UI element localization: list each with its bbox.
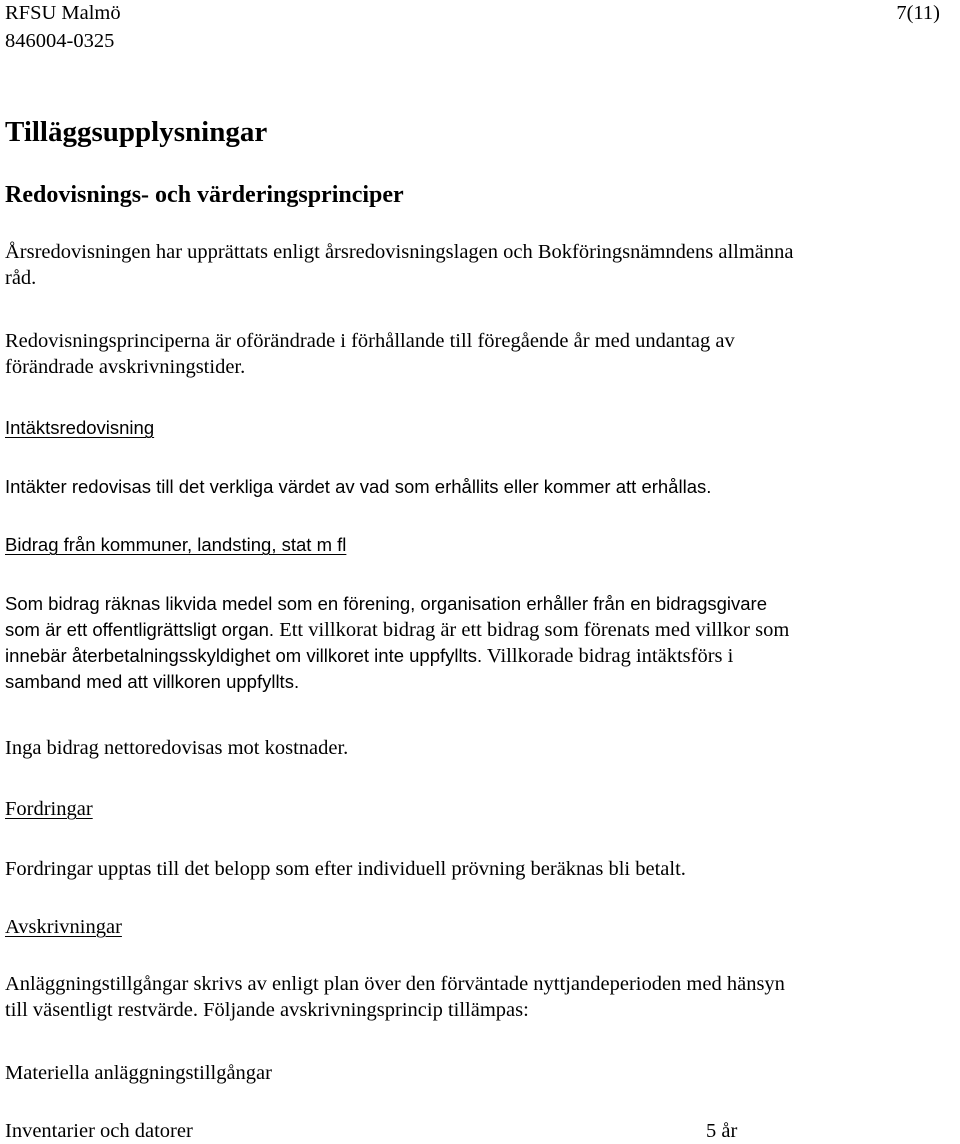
bidrag-paragraph: [5, 591, 950, 695]
bidrag-line2-serif: Ett villkorat bidrag är ett bidrag som förenats med villkor som: [274, 619, 790, 641]
fordringar-heading: Fordringar: [5, 798, 93, 820]
depreciation-row-value: 5 år: [706, 1120, 738, 1142]
section-subtitle: Redovisnings- och värderingsprinciper: [5, 182, 404, 208]
page-number: 7(11): [896, 2, 940, 24]
bidrag-line4: samband med att villkoren uppfyllts.: [5, 671, 300, 692]
avskrivningar-line1: Anläggningstillgångar skrivs av enligt plan över den förväntade nyttjandeperioden med hänsyn: [5, 973, 785, 995]
bidrag-line1: Som bidrag räknas likvida medel som en förening, organisation erhåller från en bidragsgivare: [5, 593, 767, 614]
bidrag-line3-serif: Villkorade bidrag intäktsförs i: [482, 645, 734, 667]
materiella-heading: Materiella anläggningstillgångar: [5, 1062, 272, 1084]
org-number: 846004-0325: [5, 30, 115, 52]
bidrag-note: Inga bidrag nettoredovisas mot kostnader.: [5, 737, 349, 759]
intaktsredovisning-text: Intäkter redovisas till det verkliga värdet av vad som erhållits eller kommer att erhållas.: [5, 476, 712, 497]
intaktsredovisning-heading: Intäktsredovisning: [5, 417, 155, 438]
depreciation-row-label: Inventarier och datorer: [5, 1120, 193, 1142]
intro-p1-line1: Årsredovisningen har upprättats enligt årsredovisningslagen och Bokföringsnämndens allmänna: [5, 241, 794, 263]
intro-paragraph-2: [5, 328, 950, 380]
avskrivningar-paragraph: [5, 971, 950, 1023]
avskrivningar-heading: Avskrivningar: [5, 916, 122, 938]
intro-p2-line2: förändrade avskrivningstider.: [5, 356, 246, 378]
org-name: RFSU Malmö: [5, 2, 121, 24]
intro-p2-line1: Redovisningsprinciperna är oförändrade i förhållande till föregående år med undantag av: [5, 330, 735, 352]
intro-paragraph-1: [5, 239, 950, 291]
intro-p1-line2: råd.: [5, 267, 37, 289]
bidrag-heading: Bidrag från kommuner, landsting, stat m fl: [5, 534, 347, 555]
bidrag-line2-sans: som är ett offentligrättsligt organ.: [5, 619, 275, 640]
avskrivningar-line2: till väsentligt restvärde. Följande avskrivningsprincip tillämpas:: [5, 999, 529, 1021]
fordringar-text: Fordringar upptas till det belopp som efter individuell prövning beräknas bli betalt.: [5, 858, 686, 880]
page-title: Tilläggsupplysningar: [5, 116, 268, 148]
bidrag-line3-sans: innebär återbetalningsskyldighet om villkoret inte uppfyllts.: [5, 645, 483, 666]
